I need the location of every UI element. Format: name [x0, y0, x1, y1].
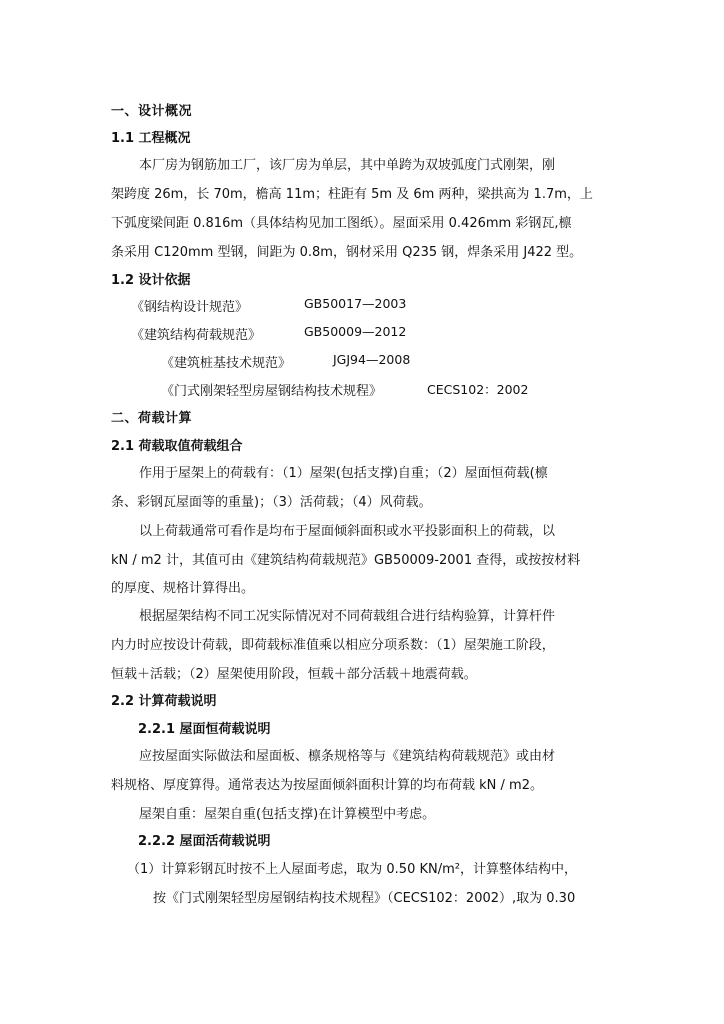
reference-code: JGJ94—2008	[333, 352, 411, 367]
reference-code: GB50009—2012	[304, 324, 407, 339]
paragraph-line: 按《门式刚架轻型房屋钢结构技术规程》（CECS102：2002）,取为 0.30	[153, 891, 576, 906]
section2-2-1-title: 2.2.1 屋面恒荷载说明	[138, 722, 271, 737]
paragraph-line: 的厚度、规格计算得出。	[111, 581, 255, 596]
paragraph-line: 本厂房为钢筋加工厂，该厂房为单层，其中单跨为双坡弧度门式刚架，刚	[139, 158, 556, 173]
paragraph-line: 应按屋面实际做法和屋面板、檩条规格等与《建筑结构荷载规范》或由材	[139, 749, 556, 764]
section1-2-title: 1.2 设计依据	[111, 273, 191, 288]
reference-name: 《钢结构设计规范》	[131, 300, 249, 315]
section2-title: 二、荷载计算	[111, 411, 193, 426]
paragraph-line: 料规格、厚度算得。通常表达为按屋面倾斜面积计算的均布荷载 kN / m2。	[111, 778, 543, 793]
paragraph-line: 下弧度梁间距 0.816m（具体结构见加工图纸）。屋面采用 0.426mm 彩钢瓦,檩	[111, 216, 572, 231]
paragraph-line: 作用于屋架上的荷载有：（1）屋架(包括支撑)自重；（2）屋面恒荷载(檩	[139, 466, 548, 481]
paragraph-line: 根据屋架结构不同工况实际情况对不同荷载组合进行结构验算，计算杆件	[139, 609, 556, 624]
paragraph-line: 屋架自重：屋架自重(包括支撑)在计算模型中考虑。	[139, 807, 436, 822]
reference-name: 《建筑桩基技术规范》	[161, 356, 292, 371]
paragraph-line: （1）计算彩钢瓦时按不上人屋面考虑，取为 0.50 KN/m²，计算整体结构中，	[127, 862, 577, 877]
section2-1-title: 2.1 荷载取值荷载组合	[111, 439, 243, 454]
paragraph-line: 内力时应按设计荷载，即荷载标准值乘以相应分项系数：（1）屋架施工阶段，	[111, 638, 555, 653]
reference-code: GB50017—2003	[304, 296, 407, 311]
reference-name: 《门式刚架轻型房屋钢结构技术规程》	[161, 384, 383, 399]
reference-code: CECS102：2002	[427, 382, 529, 397]
section2-2-2-title: 2.2.2 屋面活荷载说明	[138, 834, 271, 849]
paragraph-line: 架跨度 26m，长 70m，檐高 11m；柱距有 5m 及 6m 两种，梁拱高为 1.7m，上	[111, 187, 593, 202]
section1-title: 一、设计概况	[111, 104, 193, 119]
section2-2-title: 2.2 计算荷载说明	[111, 694, 217, 709]
section1-1-title: 1.1 工程概况	[111, 131, 191, 146]
paragraph-line: 条采用 C120mm 型钢，间距为 0.8m，钢材采用 Q235 钢，焊条采用 J422 型。	[111, 245, 583, 260]
paragraph-line: 以上荷载通常可看作是均布于屋面倾斜面积或水平投影面积上的荷载，以	[139, 524, 556, 539]
paragraph-line: 恒载＋活载；（2）屋架使用阶段，恒载＋部分活载＋地震荷载。	[111, 667, 477, 682]
paragraph-line: kN / m2 计，其值可由《建筑结构荷载规范》GB50009-2001 查得，或按按材料	[111, 553, 581, 568]
reference-name: 《建筑结构荷载规范》	[131, 328, 262, 343]
paragraph-line: 条、彩钢瓦屋面等的重量)；（3）活荷载；（4）风荷载。	[111, 495, 432, 510]
